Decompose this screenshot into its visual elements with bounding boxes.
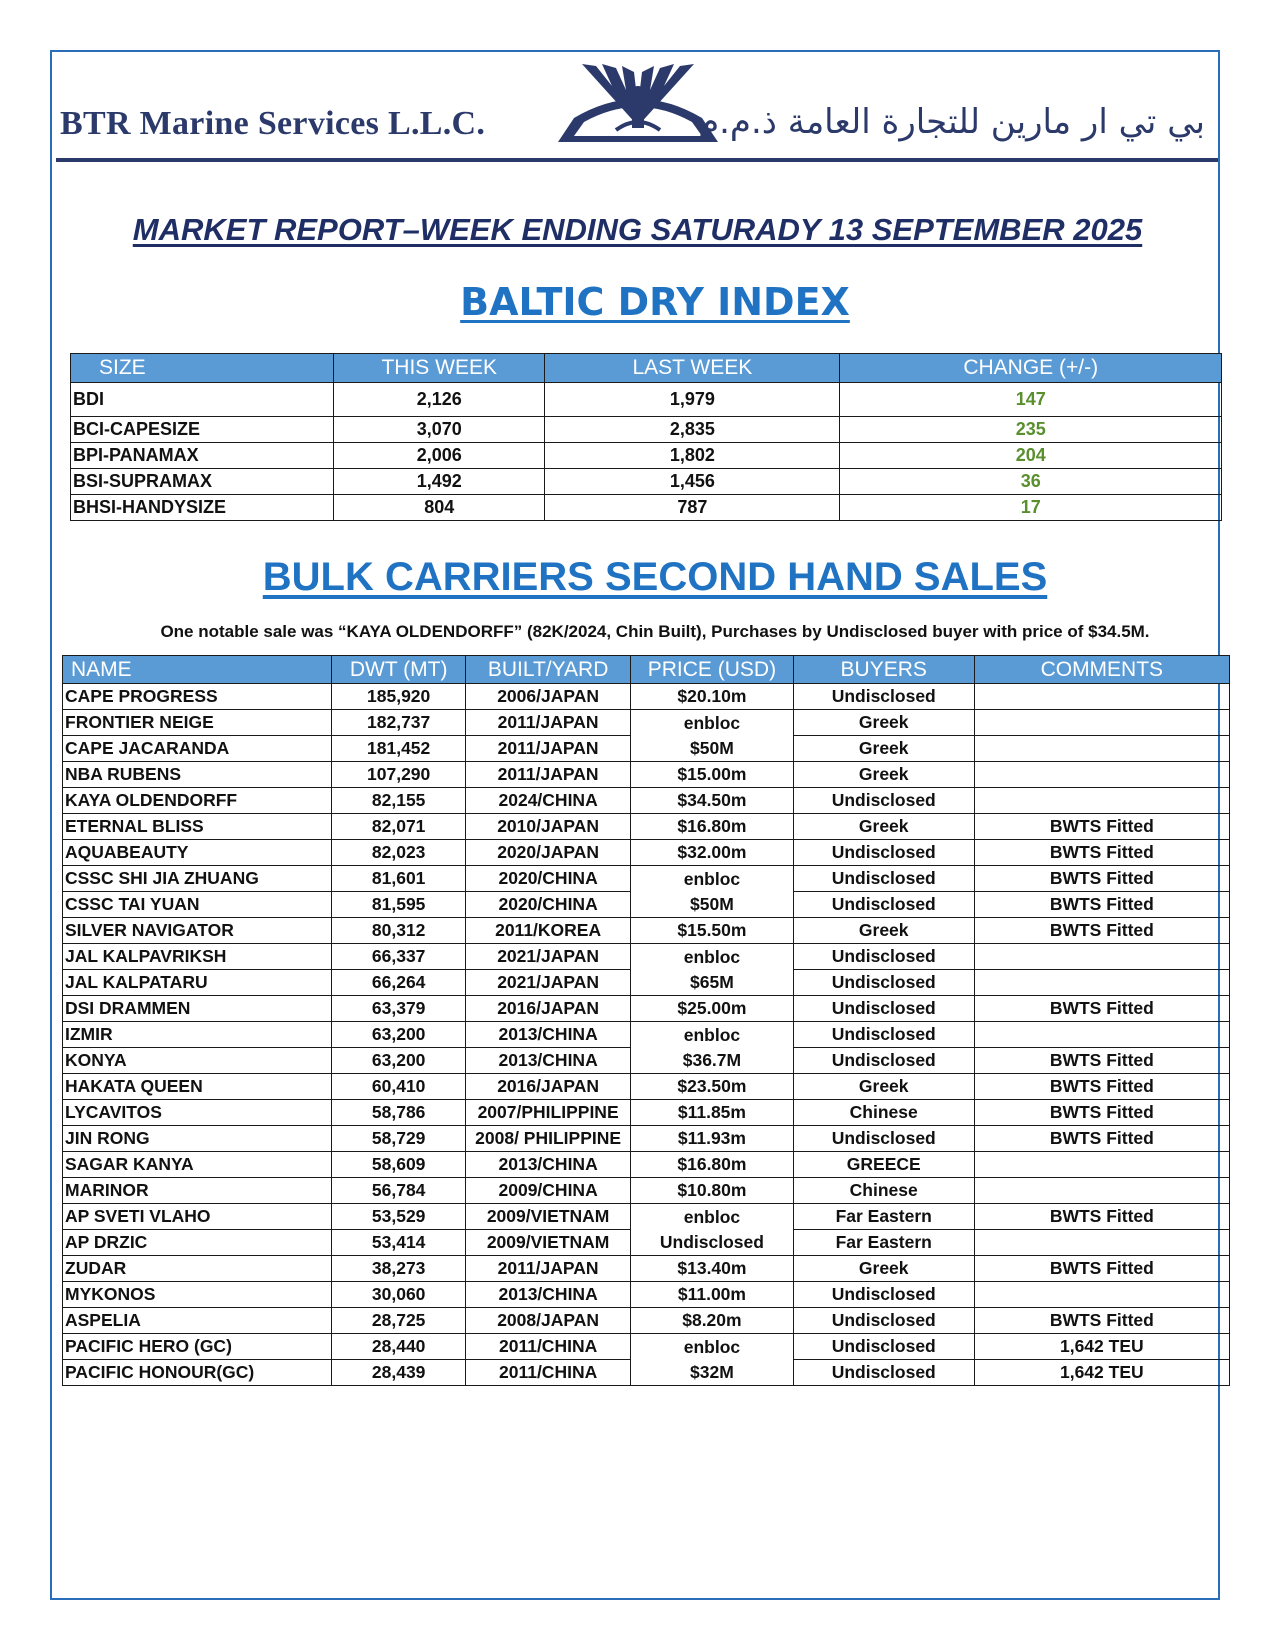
bdi-size-cell: BDI — [71, 383, 334, 417]
buyer-cell: Chinese — [793, 1178, 974, 1204]
bdi-row — [71, 469, 1222, 495]
buyer-cell: Undisclosed — [793, 840, 974, 866]
buyer-cell: Undisclosed — [793, 1282, 974, 1308]
bdi-last-week-cell: 2,835 — [545, 417, 840, 443]
built-yard-cell: 2020/CHINA — [466, 892, 631, 918]
comment-cell — [974, 1022, 1229, 1048]
comment-cell: BWTS Fitted — [974, 1308, 1229, 1334]
vessel-name-cell: JIN RONG — [63, 1126, 332, 1152]
price-line: $32M — [690, 1361, 734, 1382]
built-yard-cell: 2013/CHINA — [466, 1282, 631, 1308]
price-cell: $11.00m — [631, 1282, 794, 1308]
built-yard-cell: 2020/JAPAN — [466, 840, 631, 866]
buyer-cell: Undisclosed — [793, 970, 974, 996]
comment-cell: BWTS Fitted — [974, 1204, 1229, 1230]
built-yard-cell: 2011/JAPAN — [466, 1256, 631, 1282]
vessel-name-cell: PACIFIC HONOUR(GC) — [63, 1360, 332, 1386]
bdi-row — [71, 443, 1222, 469]
comment-cell: BWTS Fitted — [974, 892, 1229, 918]
price-line: enbloc — [683, 868, 741, 889]
sales-note: One notable sale was “KAYA OLDENDORFF” (82K/2024, Chin Built), Purchases by Undisclosed buyer with price of $34.5M. — [160, 622, 1150, 641]
comment-cell: BWTS Fitted — [974, 1100, 1229, 1126]
price-line: enbloc — [683, 712, 741, 733]
built-yard-cell: 2016/JAPAN — [466, 996, 631, 1022]
sales-row — [63, 1100, 1230, 1126]
comment-cell: BWTS Fitted — [974, 1126, 1229, 1152]
built-yard-cell: 2013/CHINA — [466, 1022, 631, 1048]
vessel-name-cell: AP SVETI VLAHO — [63, 1204, 332, 1230]
comment-cell — [974, 684, 1229, 710]
bdi-size-cell: BHSI-HANDYSIZE — [71, 495, 334, 521]
vessel-name-cell: CAPE JACARANDA — [63, 736, 332, 762]
sales-row — [63, 840, 1230, 866]
buyer-cell: Greek — [793, 710, 974, 736]
comment-cell — [974, 1282, 1229, 1308]
price-cell: $11.85m — [631, 1100, 794, 1126]
price-line: $36.7M — [682, 1049, 742, 1070]
buyer-cell: Greek — [793, 1074, 974, 1100]
sales-header-name: NAME — [63, 656, 332, 684]
price-cell: $32.00m — [631, 840, 794, 866]
built-yard-cell: 2021/JAPAN — [466, 970, 631, 996]
sales-row — [63, 684, 1230, 710]
bdi-this-week-cell: 2,126 — [334, 383, 545, 417]
vessel-name-cell: LYCAVITOS — [63, 1100, 332, 1126]
buyer-cell: Undisclosed — [793, 866, 974, 892]
built-yard-cell: 2011/JAPAN — [466, 736, 631, 762]
buyer-cell: Greek — [793, 918, 974, 944]
comment-cell: BWTS Fitted — [974, 840, 1229, 866]
vessel-name-cell: SAGAR KANYA — [63, 1152, 332, 1178]
enbloc-price-cell — [631, 1204, 794, 1256]
vessel-name-cell: ZUDAR — [63, 1256, 332, 1282]
sales-row — [63, 1282, 1230, 1308]
built-yard-cell: 2011/JAPAN — [466, 762, 631, 788]
buyer-cell: Undisclosed — [793, 944, 974, 970]
dwt-cell: 63,200 — [332, 1048, 466, 1074]
buyer-cell: Chinese — [793, 1100, 974, 1126]
price-line: Undisclosed — [659, 1231, 764, 1252]
sales-table — [62, 655, 1230, 1386]
dwt-cell: 28,440 — [332, 1334, 466, 1360]
dwt-cell: 181,452 — [332, 736, 466, 762]
dwt-cell: 30,060 — [332, 1282, 466, 1308]
sales-header-built: BUILT/YARD — [466, 656, 631, 684]
comment-cell: BWTS Fitted — [974, 1256, 1229, 1282]
buyer-cell: GREECE — [793, 1152, 974, 1178]
vessel-name-cell: PACIFIC HERO (GC) — [63, 1334, 332, 1360]
built-yard-cell: 2011/CHINA — [466, 1360, 631, 1386]
vessel-name-cell: SILVER NAVIGATOR — [63, 918, 332, 944]
vessel-name-cell: IZMIR — [63, 1022, 332, 1048]
bdi-header-size: SIZE — [71, 354, 334, 383]
buyer-cell: Undisclosed — [793, 684, 974, 710]
comment-cell: BWTS Fitted — [974, 1048, 1229, 1074]
price-line: enbloc — [683, 946, 741, 967]
enbloc-price-cell — [631, 944, 794, 996]
buyer-cell: Undisclosed — [793, 1308, 974, 1334]
vessel-name-cell: JAL KALPAVRIKSH — [63, 944, 332, 970]
comment-cell — [974, 944, 1229, 970]
buyer-cell: Far Eastern — [793, 1230, 974, 1256]
comment-cell — [974, 970, 1229, 996]
dwt-cell: 28,439 — [332, 1360, 466, 1386]
buyer-cell: Undisclosed — [793, 1048, 974, 1074]
vessel-name-cell: CSSC TAI YUAN — [63, 892, 332, 918]
comment-cell: BWTS Fitted — [974, 996, 1229, 1022]
bdi-this-week-cell: 2,006 — [334, 443, 545, 469]
sales-row — [63, 1334, 1230, 1360]
sales-header-price: PRICE (USD) — [631, 656, 794, 684]
comment-cell — [974, 1178, 1229, 1204]
vessel-name-cell: NBA RUBENS — [63, 762, 332, 788]
buyer-cell: Greek — [793, 736, 974, 762]
buyer-cell: Far Eastern — [793, 1204, 974, 1230]
price-cell: $23.50m — [631, 1074, 794, 1100]
dwt-cell: 82,023 — [332, 840, 466, 866]
buyer-cell: Undisclosed — [793, 1360, 974, 1386]
dwt-cell: 53,529 — [332, 1204, 466, 1230]
vessel-name-cell: AP DRZIC — [63, 1230, 332, 1256]
buyer-cell: Undisclosed — [793, 1022, 974, 1048]
built-yard-cell: 2007/PHILIPPINE — [466, 1100, 631, 1126]
sales-row — [63, 918, 1230, 944]
bdi-header-last-week: LAST WEEK — [545, 354, 840, 383]
dwt-cell: 80,312 — [332, 918, 466, 944]
price-line: enbloc — [683, 1336, 741, 1357]
built-yard-cell: 2021/JAPAN — [466, 944, 631, 970]
built-yard-cell: 2010/JAPAN — [466, 814, 631, 840]
company-name-arabic: بي تي ار مارين للتجارة العامة ذ.م.م — [698, 102, 1205, 142]
price-cell: $11.93m — [631, 1126, 794, 1152]
bdi-header-this-week: THIS WEEK — [334, 354, 545, 383]
built-yard-cell: 2011/CHINA — [466, 1334, 631, 1360]
sales-header-dwt: DWT (MT) — [332, 656, 466, 684]
price-cell: $16.80m — [631, 1152, 794, 1178]
dwt-cell: 81,595 — [332, 892, 466, 918]
bdi-last-week-cell: 1,456 — [545, 469, 840, 495]
bdi-row — [71, 383, 1222, 417]
bdi-last-week-cell: 1,802 — [545, 443, 840, 469]
enbloc-price-cell — [631, 1334, 794, 1386]
dwt-cell: 182,737 — [332, 710, 466, 736]
dwt-cell: 66,264 — [332, 970, 466, 996]
dwt-cell: 58,609 — [332, 1152, 466, 1178]
bdi-change-cell: 17 — [840, 495, 1222, 521]
price-line: $50M — [690, 893, 734, 914]
comment-cell — [974, 788, 1229, 814]
bdi-this-week-cell: 3,070 — [334, 417, 545, 443]
buyer-cell: Greek — [793, 762, 974, 788]
vessel-name-cell: ASPELIA — [63, 1308, 332, 1334]
bdi-last-week-cell: 787 — [545, 495, 840, 521]
buyer-cell: Undisclosed — [793, 788, 974, 814]
dwt-cell: 81,601 — [332, 866, 466, 892]
bdi-change-cell: 235 — [840, 417, 1222, 443]
dwt-cell: 56,784 — [332, 1178, 466, 1204]
dwt-cell: 82,071 — [332, 814, 466, 840]
sales-header-comments: COMMENTS — [974, 656, 1229, 684]
bdi-table — [70, 353, 1222, 521]
bdi-size-cell: BCI-CAPESIZE — [71, 417, 334, 443]
vessel-name-cell: CAPE PROGRESS — [63, 684, 332, 710]
vessel-name-cell: KONYA — [63, 1048, 332, 1074]
sales-row — [63, 1022, 1230, 1048]
price-line: $50M — [690, 737, 734, 758]
buyer-cell: Undisclosed — [793, 1126, 974, 1152]
bdi-size-cell: BSI-SUPRAMAX — [71, 469, 334, 495]
vessel-name-cell: JAL KALPATARU — [63, 970, 332, 996]
vessel-name-cell: HAKATA QUEEN — [63, 1074, 332, 1100]
bdi-row — [71, 417, 1222, 443]
bdi-title: BALTIC DRY INDEX — [460, 280, 850, 324]
built-yard-cell: 2016/JAPAN — [466, 1074, 631, 1100]
sales-row — [63, 1178, 1230, 1204]
vessel-name-cell: MYKONOS — [63, 1282, 332, 1308]
comment-cell: BWTS Fitted — [974, 866, 1229, 892]
bdi-header-change: CHANGE (+/-) — [840, 354, 1222, 383]
dwt-cell: 82,155 — [332, 788, 466, 814]
company-name: BTR Marine Services L.L.C. — [60, 105, 486, 142]
price-cell: $16.80m — [631, 814, 794, 840]
sales-row — [63, 710, 1230, 736]
price-cell: $25.00m — [631, 996, 794, 1022]
built-yard-cell: 2011/JAPAN — [466, 710, 631, 736]
price-cell: $34.50m — [631, 788, 794, 814]
price-cell: $13.40m — [631, 1256, 794, 1282]
comment-cell: 1,642 TEU — [974, 1360, 1229, 1386]
price-cell: $8.20m — [631, 1308, 794, 1334]
dwt-cell: 28,725 — [332, 1308, 466, 1334]
report-title: MARKET REPORT–WEEK ENDING SATURADY 13 SEPTEMBER 2025 — [132, 212, 1143, 247]
sales-title: BULK CARRIERS SECOND HAND SALES — [262, 555, 1048, 599]
dwt-cell: 53,414 — [332, 1230, 466, 1256]
bdi-row — [71, 495, 1222, 521]
sales-row — [63, 1204, 1230, 1230]
bdi-change-cell: 147 — [840, 383, 1222, 417]
vessel-name-cell: CSSC SHI JIA ZHUANG — [63, 866, 332, 892]
comment-cell — [974, 762, 1229, 788]
vessel-name-cell: KAYA OLDENDORFF — [63, 788, 332, 814]
dwt-cell: 185,920 — [332, 684, 466, 710]
dwt-cell: 38,273 — [332, 1256, 466, 1282]
comment-cell — [974, 1152, 1229, 1178]
built-yard-cell: 2008/JAPAN — [466, 1308, 631, 1334]
sales-row — [63, 1152, 1230, 1178]
buyer-cell: Undisclosed — [793, 1334, 974, 1360]
price-cell: $15.00m — [631, 762, 794, 788]
vessel-name-cell: AQUABEAUTY — [63, 840, 332, 866]
bdi-this-week-cell: 1,492 — [334, 469, 545, 495]
sales-row — [63, 944, 1230, 970]
comment-cell — [974, 710, 1229, 736]
sales-row — [63, 788, 1230, 814]
built-yard-cell: 2013/CHINA — [466, 1048, 631, 1074]
buyer-cell: Undisclosed — [793, 892, 974, 918]
built-yard-cell: 2011/KOREA — [466, 918, 631, 944]
vessel-name-cell: FRONTIER NEIGE — [63, 710, 332, 736]
price-cell: $10.80m — [631, 1178, 794, 1204]
comment-cell: BWTS Fitted — [974, 814, 1229, 840]
sales-row — [63, 814, 1230, 840]
sales-row — [63, 762, 1230, 788]
vessel-name-cell: MARINOR — [63, 1178, 332, 1204]
price-cell: $15.50m — [631, 918, 794, 944]
built-yard-cell: 2008/ PHILIPPINE — [466, 1126, 631, 1152]
comment-cell: BWTS Fitted — [974, 918, 1229, 944]
sales-row — [63, 1256, 1230, 1282]
price-cell: $20.10m — [631, 684, 794, 710]
bdi-change-cell: 204 — [840, 443, 1222, 469]
price-line: $65M — [690, 971, 734, 992]
price-line: enbloc — [683, 1206, 741, 1227]
price-line: enbloc — [683, 1024, 741, 1045]
sales-row — [63, 996, 1230, 1022]
built-yard-cell: 2006/JAPAN — [466, 684, 631, 710]
buyer-cell: Greek — [793, 1256, 974, 1282]
buyer-cell: Greek — [793, 814, 974, 840]
vessel-name-cell: DSI DRAMMEN — [63, 996, 332, 1022]
bdi-change-cell: 36 — [840, 469, 1222, 495]
bdi-this-week-cell: 804 — [334, 495, 545, 521]
dwt-cell: 63,200 — [332, 1022, 466, 1048]
bdi-last-week-cell: 1,979 — [545, 383, 840, 417]
dwt-cell: 58,729 — [332, 1126, 466, 1152]
sales-row — [63, 866, 1230, 892]
built-yard-cell: 2009/VIETNAM — [466, 1204, 631, 1230]
header-divider — [56, 158, 1218, 162]
dwt-cell: 60,410 — [332, 1074, 466, 1100]
comment-cell — [974, 736, 1229, 762]
dwt-cell: 58,786 — [332, 1100, 466, 1126]
enbloc-price-cell — [631, 710, 794, 762]
dwt-cell: 63,379 — [332, 996, 466, 1022]
comment-cell: BWTS Fitted — [974, 1074, 1229, 1100]
comment-cell — [974, 1230, 1229, 1256]
dwt-cell: 66,337 — [332, 944, 466, 970]
built-yard-cell: 2024/CHINA — [466, 788, 631, 814]
built-yard-cell: 2009/VIETNAM — [466, 1230, 631, 1256]
sales-row — [63, 1074, 1230, 1100]
sales-row — [63, 1126, 1230, 1152]
bdi-size-cell: BPI-PANAMAX — [71, 443, 334, 469]
vessel-name-cell: ETERNAL BLISS — [63, 814, 332, 840]
built-yard-cell: 2020/CHINA — [466, 866, 631, 892]
enbloc-price-cell — [631, 866, 794, 918]
dwt-cell: 107,290 — [332, 762, 466, 788]
buyer-cell: Undisclosed — [793, 996, 974, 1022]
comment-cell: 1,642 TEU — [974, 1334, 1229, 1360]
built-yard-cell: 2013/CHINA — [466, 1152, 631, 1178]
sales-header-buyers: BUYERS — [793, 656, 974, 684]
enbloc-price-cell — [631, 1022, 794, 1074]
built-yard-cell: 2009/CHINA — [466, 1178, 631, 1204]
sales-row — [63, 1308, 1230, 1334]
